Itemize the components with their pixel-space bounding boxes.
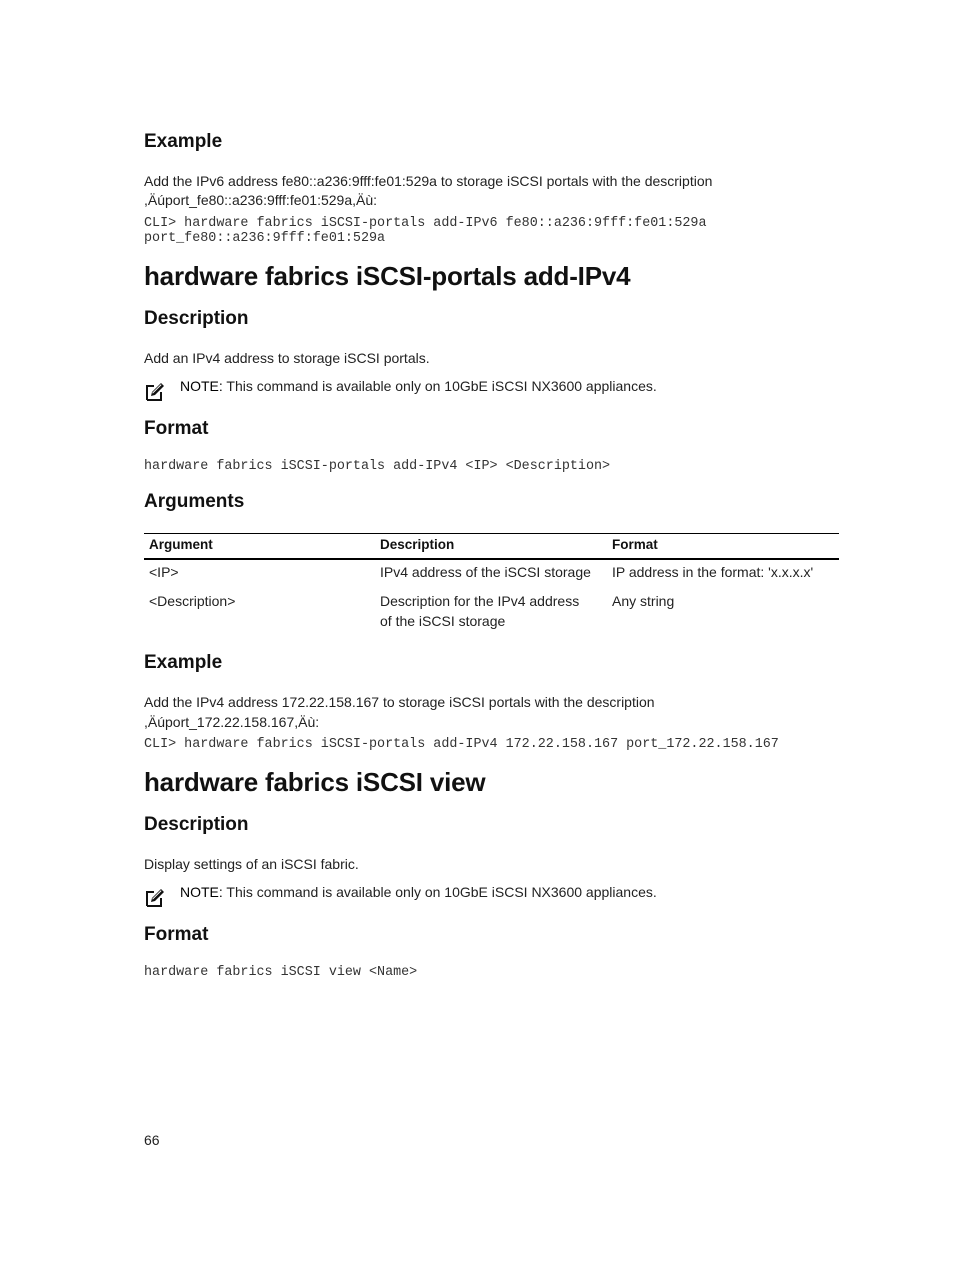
example-heading: Example [144,652,223,673]
table-cell-description: IPv4 address of the iSCSI storage [380,564,591,580]
note-body: This command is available only on 10GbE iSCSI NX3600 appliances. [222,884,657,900]
example-text-line2: ,Äúport_fe80::a236:9fff:fe01:529a,Äù: [144,192,378,208]
example-code: CLI> hardware fabrics iSCSI-portals add-IPv4 172.22.158.167 port_172.22.158.167 [144,737,779,752]
description-heading: Description [144,814,249,835]
note-body: This command is available only on 10GbE iSCSI NX3600 appliances. [222,378,657,394]
format-heading: Format [144,924,209,945]
table-header-description: Description [380,537,455,552]
example-text-line1: Add the IPv4 address 172.22.158.167 to storage iSCSI portals with the description [144,694,655,710]
table-header-rule [144,558,839,560]
note [144,886,166,913]
note-label: NOTE: [180,378,223,394]
note-text [180,884,657,900]
table-cell-argument: <IP> [149,564,179,580]
example-code-line1: CLI> hardware fabrics iSCSI-portals add-IPv6 fe80::a236:9fff:fe01:529a [144,216,707,231]
note [144,380,166,407]
table-cell-argument: <Description> [149,593,236,609]
description-text: Display settings of an iSCSI fabric. [144,856,359,872]
table-header-argument: Argument [149,537,213,552]
description-heading: Description [144,308,249,329]
example-text-line2: ,Äúport_172.22.158.167,Äù: [144,714,320,730]
format-code: hardware fabrics iSCSI-portals add-IPv4 <IP> <Description> [144,459,611,474]
note-text [180,378,657,394]
table-top-rule [144,533,839,534]
example-heading: Example [144,131,223,152]
pencil-note-icon [144,886,166,908]
table-header-format: Format [612,537,658,552]
table-cell-description-cont: of the iSCSI storage [380,613,506,629]
pencil-note-icon [144,380,166,402]
arguments-heading: Arguments [144,491,245,512]
command-title: hardware fabrics iSCSI-portals add-IPv4 [144,261,631,291]
table-cell-description: Description for the IPv4 address [380,593,580,609]
example-text-line1: Add the IPv6 address fe80::a236:9fff:fe01:529a to storage iSCSI portals with the description [144,173,713,189]
note-label: NOTE: [180,884,223,900]
command-title: hardware fabrics iSCSI view [144,767,486,797]
table-cell-format: Any string [612,593,675,609]
format-code: hardware fabrics iSCSI view <Name> [144,965,418,980]
example-code-line2: port_fe80::a236:9fff:fe01:529a [144,231,386,246]
page-number: 66 [144,1132,160,1148]
format-heading: Format [144,418,209,439]
description-text: Add an IPv4 address to storage iSCSI portals. [144,350,430,366]
table-cell-format: IP address in the format: 'x.x.x.x' [612,564,814,580]
